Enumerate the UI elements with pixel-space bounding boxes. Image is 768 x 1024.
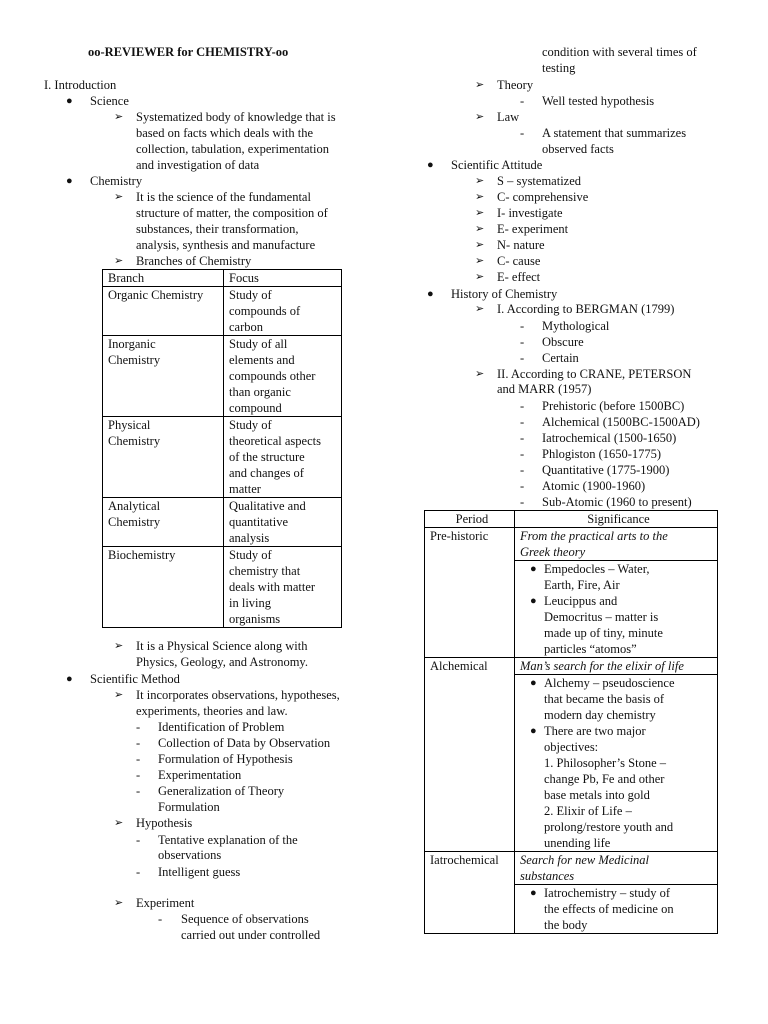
chem-def-line: It is the science of the fundamental bbox=[136, 190, 311, 204]
crane-item: Alchemical (1500BC-1500AD) bbox=[542, 415, 700, 429]
significance-cell bbox=[515, 561, 718, 658]
arrow-bullet-icon: ➢ bbox=[475, 303, 485, 315]
significance-heading: Man’s search for the elixir of life bbox=[515, 658, 718, 675]
crane-item: Sub-Atomic (1960 to present) bbox=[542, 495, 692, 509]
bullet-icon: ● bbox=[66, 673, 73, 685]
focus-cell: Study of chemistry that deals with matter in living organisms bbox=[224, 547, 342, 628]
dash-bullet: - bbox=[520, 351, 525, 365]
method-step: Collection of Data by Observation bbox=[158, 736, 331, 750]
hypothesis-item: observations bbox=[158, 848, 222, 862]
table-row bbox=[103, 547, 342, 628]
experiment-item: carried out under controlled bbox=[181, 928, 321, 942]
attitude-item: S – systematized bbox=[497, 174, 582, 188]
section-introduction: I. Introduction bbox=[44, 78, 117, 92]
bullet-icon: ● bbox=[530, 725, 537, 737]
branch-cell: Organic Chemistry bbox=[103, 287, 224, 336]
dash-bullet: - bbox=[520, 94, 525, 108]
dash-bullet: - bbox=[136, 784, 141, 798]
bergman-item: Mythological bbox=[542, 319, 610, 333]
arrow-bullet-icon: ➢ bbox=[475, 368, 485, 380]
arrow-bullet-icon: ➢ bbox=[475, 207, 485, 219]
chem-def-line: analysis, synthesis and manufacture bbox=[136, 238, 316, 252]
focus-cell: Study of all elements and compounds other than organic compound bbox=[224, 336, 342, 417]
crane-item: Prehistoric (before 1500BC) bbox=[542, 399, 685, 413]
crane-heading: and MARR (1957) bbox=[497, 382, 592, 396]
method-step: Identification of Problem bbox=[158, 720, 285, 734]
dash-bullet: - bbox=[158, 912, 163, 926]
arrow-bullet-icon: ➢ bbox=[475, 271, 485, 283]
physical-science-line: It is a Physical Science along with bbox=[136, 639, 308, 653]
arrow-bullet-icon: ➢ bbox=[475, 255, 485, 267]
table-row bbox=[103, 336, 342, 417]
dash-bullet: - bbox=[136, 720, 141, 734]
topic-scientific-attitude: Scientific Attitude bbox=[451, 158, 543, 172]
attitude-item: C- cause bbox=[497, 254, 541, 268]
arrow-bullet-icon: ➢ bbox=[475, 111, 485, 123]
dash-bullet: - bbox=[520, 319, 525, 333]
experiment-item: Sequence of observations bbox=[181, 912, 309, 926]
law-def: A statement that summarizes bbox=[542, 126, 687, 140]
arrow-bullet-icon: ➢ bbox=[114, 817, 124, 829]
period-cell: Iatrochemical bbox=[425, 852, 515, 934]
branch-cell: Physical Chemistry bbox=[103, 417, 224, 498]
method-def-line: experiments, theories and law. bbox=[136, 704, 288, 718]
focus-cell: Study of compounds of carbon bbox=[224, 287, 342, 336]
method-step: Formulation bbox=[158, 800, 220, 814]
topic-experiment: Experiment bbox=[136, 896, 195, 910]
theory-def: Well tested hypothesis bbox=[542, 94, 655, 108]
topic-law: Law bbox=[497, 110, 520, 124]
table-header-row bbox=[425, 511, 718, 528]
table-row bbox=[103, 498, 342, 547]
arrow-bullet-icon: ➢ bbox=[114, 191, 124, 203]
list-item: ● Alchemy – pseudoscience that became the basis of modern day chemistry bbox=[530, 676, 675, 722]
table-row bbox=[425, 852, 718, 885]
dash-bullet: - bbox=[520, 431, 525, 445]
list-item: ● Iatrochemistry – study of the effects of medicine on the body bbox=[530, 886, 674, 932]
dash-bullet: - bbox=[136, 736, 141, 750]
attitude-item: E- effect bbox=[497, 270, 541, 284]
bullet-icon: ● bbox=[66, 95, 73, 107]
dash-bullet: - bbox=[520, 463, 525, 477]
topic-scientific-method: Scientific Method bbox=[90, 672, 180, 686]
arrow-bullet-icon: ➢ bbox=[114, 255, 124, 267]
period-cell: Pre-historic bbox=[425, 528, 515, 658]
method-def-line: It incorporates observations, hypotheses, bbox=[136, 688, 340, 702]
bergman-item: Obscure bbox=[542, 335, 584, 349]
arrow-bullet-icon: ➢ bbox=[114, 897, 124, 909]
science-def-line: and investigation of data bbox=[136, 158, 260, 172]
topic-history: History of Chemistry bbox=[451, 287, 558, 301]
hypothesis-item: Intelligent guess bbox=[158, 865, 241, 879]
table-header: Focus bbox=[224, 270, 342, 287]
experiment-continued: testing bbox=[542, 61, 576, 75]
experiment-continued: condition with several times of bbox=[542, 45, 697, 59]
period-cell: Alchemical bbox=[425, 658, 515, 852]
dash-bullet: - bbox=[520, 399, 525, 413]
dash-bullet: - bbox=[520, 447, 525, 461]
method-step: Experimentation bbox=[158, 768, 242, 782]
topic-hypothesis: Hypothesis bbox=[136, 816, 193, 830]
bergman-item: Certain bbox=[542, 351, 579, 365]
table-row bbox=[425, 528, 718, 561]
crane-item: Iatrochemical (1500-1650) bbox=[542, 431, 677, 445]
branch-cell: Biochemistry bbox=[103, 547, 224, 628]
bullet-icon: ● bbox=[427, 159, 434, 171]
topic-science: Science bbox=[90, 94, 129, 108]
bullet-icon: ● bbox=[66, 175, 73, 187]
table-header: Branch bbox=[103, 270, 224, 287]
significance-cell bbox=[515, 885, 718, 934]
dash-bullet: - bbox=[520, 479, 525, 493]
crane-item: Phlogiston (1650-1775) bbox=[542, 447, 662, 461]
arrow-bullet-icon: ➢ bbox=[114, 111, 124, 123]
crane-heading: II. According to CRANE, PETERSON bbox=[497, 367, 692, 381]
bullet-icon: ● bbox=[530, 595, 537, 607]
table-header: Significance bbox=[515, 511, 718, 528]
arrow-bullet-icon: ➢ bbox=[114, 689, 124, 701]
arrow-bullet-icon: ➢ bbox=[475, 79, 485, 91]
table-row bbox=[425, 658, 718, 675]
arrow-bullet-icon: ➢ bbox=[475, 239, 485, 251]
arrow-bullet-icon: ➢ bbox=[475, 191, 485, 203]
dash-bullet: - bbox=[520, 335, 525, 349]
page-title: oo-REVIEWER for CHEMISTRY-oo bbox=[88, 45, 289, 59]
branch-cell: Analytical Chemistry bbox=[103, 498, 224, 547]
table-row bbox=[103, 287, 342, 336]
law-def: observed facts bbox=[542, 142, 614, 156]
dash-bullet: - bbox=[520, 126, 525, 140]
arrow-bullet-icon: ➢ bbox=[475, 223, 485, 235]
topic-chemistry: Chemistry bbox=[90, 174, 143, 188]
physical-science-line: Physics, Geology, and Astronomy. bbox=[136, 655, 308, 669]
science-def-line: collection, tabulation, experimentation bbox=[136, 142, 329, 156]
table-header: Period bbox=[425, 511, 515, 528]
dash-bullet: - bbox=[136, 768, 141, 782]
list-item: ● Leucippus and Democritus – matter is made up of tiny, minute particles “atomos” bbox=[530, 594, 663, 656]
table-row bbox=[103, 417, 342, 498]
attitude-item: N- nature bbox=[497, 238, 545, 252]
significance-heading: From the practical arts to the Greek theory bbox=[515, 528, 718, 561]
science-def-line: based on facts which deals with the bbox=[136, 126, 314, 140]
focus-cell: Qualitative and quantitative analysis bbox=[224, 498, 342, 547]
branches-title: Branches of Chemistry bbox=[136, 254, 252, 268]
chem-def-line: substances, their transformation, bbox=[136, 222, 299, 236]
list-item: ● Empedocles – Water, Earth, Fire, Air bbox=[530, 562, 650, 592]
bullet-icon: ● bbox=[530, 887, 537, 899]
dash-bullet: - bbox=[136, 833, 141, 847]
list-item: ● There are two major objectives: 1. Philosopher’s Stone – change Pb, Fe and other base metals into gold 2. Elixir of Life – prolong/restore youth and unending life bbox=[530, 724, 674, 850]
attitude-item: E- experiment bbox=[497, 222, 569, 236]
science-def-line: Systematized body of knowledge that is bbox=[136, 110, 336, 124]
focus-cell: Study of theoretical aspects of the structure and changes of matter bbox=[224, 417, 342, 498]
branch-cell: Inorganic Chemistry bbox=[103, 336, 224, 417]
arrow-bullet-icon: ➢ bbox=[114, 640, 124, 652]
crane-item: Quantitative (1775-1900) bbox=[542, 463, 670, 477]
hypothesis-item: Tentative explanation of the bbox=[158, 833, 298, 847]
dash-bullet: - bbox=[520, 495, 525, 509]
significance-heading: Search for new Medicinal substances bbox=[515, 852, 718, 885]
table-header-row bbox=[103, 270, 342, 287]
bergman-heading: I. According to BERGMAN (1799) bbox=[497, 302, 675, 316]
crane-item: Atomic (1900-1960) bbox=[542, 479, 646, 493]
significance-cell bbox=[515, 675, 718, 852]
bullet-icon: ● bbox=[530, 563, 537, 575]
method-step: Generalization of Theory bbox=[158, 784, 285, 798]
attitude-item: C- comprehensive bbox=[497, 190, 589, 204]
method-step: Formulation of Hypothesis bbox=[158, 752, 293, 766]
dash-bullet: - bbox=[136, 865, 141, 879]
periods-table bbox=[424, 510, 718, 934]
arrow-bullet-icon: ➢ bbox=[475, 175, 485, 187]
branches-table bbox=[102, 269, 342, 628]
bullet-icon: ● bbox=[530, 677, 537, 689]
topic-theory: Theory bbox=[497, 78, 534, 92]
attitude-item: I- investigate bbox=[497, 206, 563, 220]
dash-bullet: - bbox=[520, 415, 525, 429]
bullet-icon: ● bbox=[427, 288, 434, 300]
dash-bullet: - bbox=[136, 752, 141, 766]
chem-def-line: structure of matter, the composition of bbox=[136, 206, 328, 220]
